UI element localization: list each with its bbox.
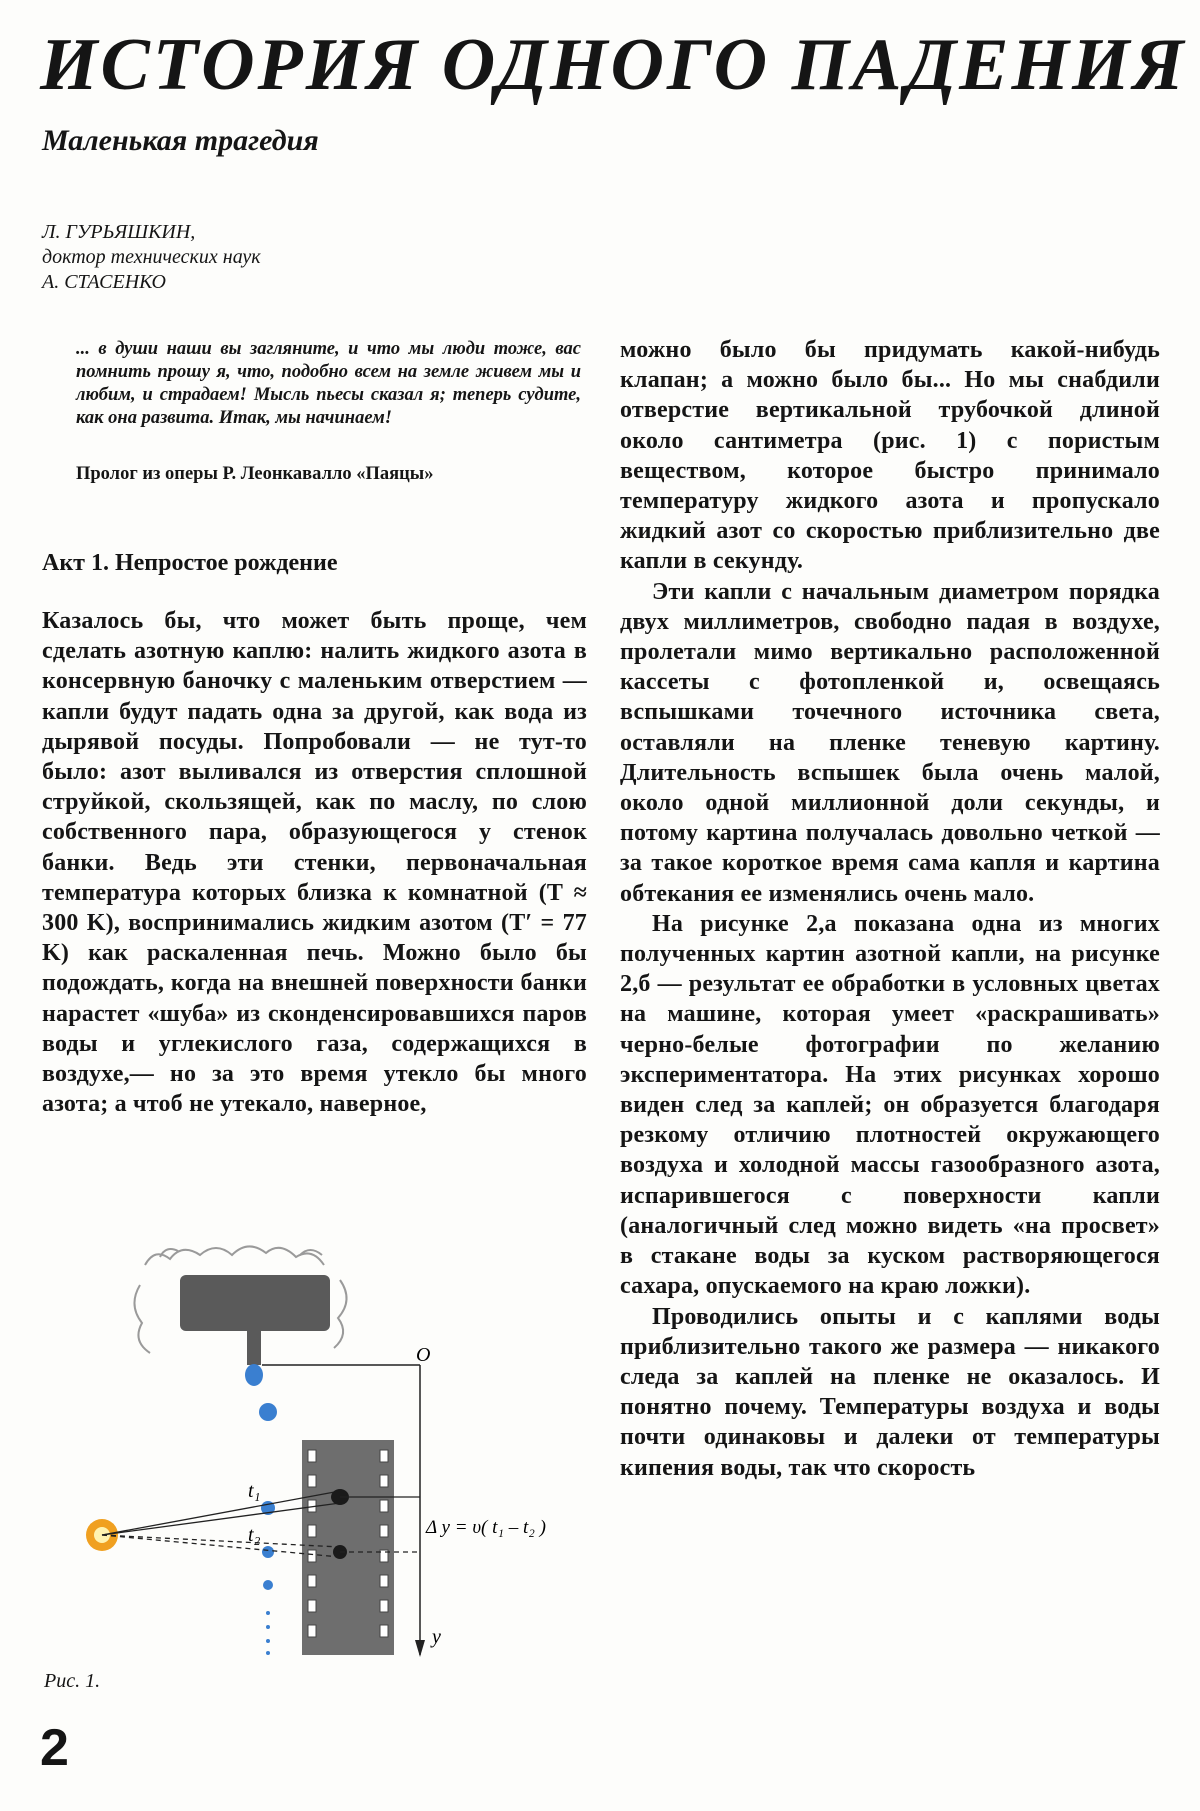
drop-icon [262, 1546, 274, 1558]
article-subtitle: Маленькая трагедия [42, 124, 319, 157]
y-axis-arrow-icon [415, 1640, 425, 1657]
left-column [42, 548, 587, 1119]
author-title: доктор технических наук [42, 246, 261, 268]
label-formula: Δ y = υ( t₁ – t₂ ) [426, 1517, 546, 1538]
body-paragraph: На рисунке 2,а показана одна из многих полученных картин азотной капли, на рисунке 2,б — результат ее обработки в условных цветах на машине, которая умеет «раскрашивать» черно-белые фотографии по желанию экспериментатора. На этих рисунках хорошо виден след за каплей; он образуется благодаря резкому отличию плотностей окружающего воздуха и холодной массы газообразного азота, испарившегося с поверхности капли (аналогичный след можно видеть «на просвет» в стакане воды за куском растворяющегося сахара, опускаемого на краю ложки). [620, 910, 1160, 1300]
body-paragraph: Проводились опыты и с каплями воды приблизительно такого же размера — никакого следа за каплей на пленке не оказалось. И понятно почему. Температуры воздуха и воды почти одинаковы и далеки от температуры кипения воды, так что скорость [620, 1303, 1160, 1481]
vessel-tube [247, 1331, 261, 1365]
epigraph-source: Пролог из оперы Р. Леонкавалло «Паяцы» [76, 464, 434, 484]
label-origin: O [416, 1344, 431, 1366]
act-heading: Акт 1. Непростое рождение [42, 550, 338, 576]
drop-icon [245, 1364, 263, 1386]
body-paragraph: Эти капли с начальным диаметром порядка двух миллиметров, свободно падая в воздухе, пролетали мимо вертикально расположенной кассеты с фотопленкой и, освещаясь вспышками точечного источника света, оставляли на пленке теневую картину. Длительность вспышек была очень малой, около одной миллионной доли секунды, и потому картина получалась довольно четкой — за такое короткое время сама капля и картина обтекания ее изменялись очень мало. [620, 578, 1160, 907]
film-strip [302, 1440, 394, 1655]
authors-block [42, 220, 261, 295]
author-name-2: А. СТАСЕНКО [42, 271, 166, 293]
drop-icon [259, 1403, 277, 1421]
epigraph: ... в души наши вы загляните, и что мы люди тоже, вас помнить прошу я, что, подобно всем на земле живем мы и любим, и страдаем! Мысль пьесы сказал я; теперь судите, как она развита. Итак, мы начинаем! [76, 339, 581, 428]
figure-caption: Рис. 1. [44, 1670, 101, 1692]
body-paragraph: Казалось бы, что может быть проще, чем сделать азотную каплю: налить жидкого азота в консервную баночку с маленьким отверстием — капли будут падать одна за другой, как вода из дырявой посуды. Попробовали — не тут-то было: азот выливался из отверстия сплошной струйкой, скользящей, как по маслу, по слою собственного пара, образующегося у стенок банки. Ведь эти стенки, первоначальная температура которых близка к комнатной (T ≈ 300 K), воспринимались жидким азотом (T′ = 77 K) как раскаленная печь. Можно было бы подождать, когда на внешней поверхности банки нарастет «шуба» из сконденсировавшихся паров воды и углекислого газа, содержащихся в воздухе,— но за это время утекло бы много азота; а чтоб не утекало, наверное, [42, 608, 587, 1118]
page-number: 2 [40, 1719, 69, 1777]
figure-1-diagram [40, 1235, 620, 1675]
label-y: y [432, 1626, 441, 1648]
drop-trail-dots [266, 1611, 270, 1655]
right-column [620, 335, 1160, 1483]
drop-icon [263, 1580, 273, 1590]
body-paragraph: можно было бы придумать какой-нибудь клапан; а можно было бы... Но мы снабдили отверстие вертикальной трубочкой длиной около сантиметра (рис. 1) с пористым веществом, которое быстро принимало температуру жидкого азота и пропускало жидкий азот со скоростью приблизительно две капли в секунду. [620, 337, 1160, 575]
vessel-icon [180, 1275, 330, 1331]
label-t2: t₂ [248, 1524, 261, 1546]
author-name-1: Л. ГУРЬЯШКИН, [42, 221, 196, 243]
article-title: ИСТОРИЯ ОДНОГО ПАДЕНИЯ [40, 24, 1187, 106]
label-t1: t₁ [248, 1480, 261, 1502]
